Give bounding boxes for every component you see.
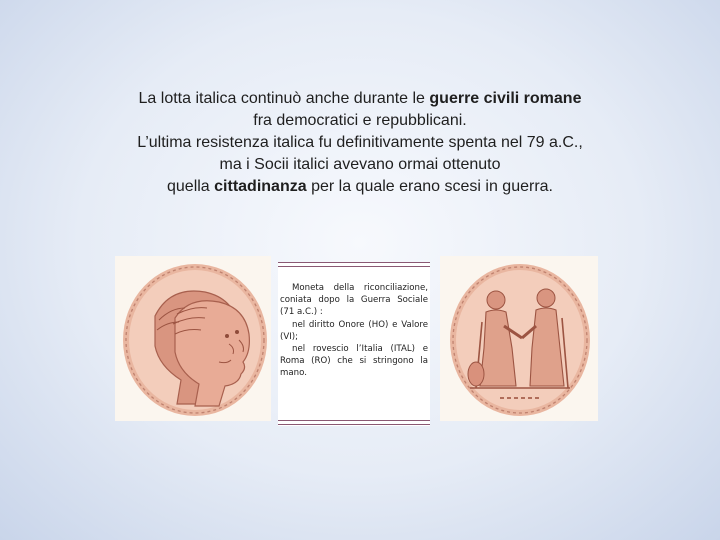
caption-divider-bottom (278, 420, 430, 425)
coin-caption-box (278, 262, 430, 426)
caption-divider-top (278, 262, 430, 267)
coin-reverse-image (440, 256, 598, 421)
text-line-2: fra democratici e repubblicani. (253, 112, 467, 129)
bold-guerre-civili: guerre civili romane (429, 90, 582, 107)
slide-text (60, 88, 660, 198)
bold-cittadinanza: cittadinanza (214, 178, 307, 195)
caption-title: Moneta della riconciliazione, coniata dopo la Guerra Sociale (71 a.C.) : (280, 283, 428, 318)
text-line-4: ma i Socii italici avevano ormai ottenuto (219, 156, 501, 173)
caption-text (280, 282, 428, 380)
caption-reverse: nel rovescio l’Italia (ITAL) e Roma (RO) che si stringono la mano. (280, 344, 428, 379)
text-line-3: L’ultima resistenza italica fu definitivamente spenta nel 79 a.C., (137, 134, 583, 151)
coin-reverse-figures-icon (440, 256, 598, 421)
coin-obverse-heads-icon (115, 256, 271, 421)
coin-obverse-image (115, 256, 271, 421)
text-line-1: La lotta italica continuò anche durante le guerre civili romane (138, 90, 582, 107)
text-line-5: quella cittadinanza per la quale erano scesi in guerra. (167, 178, 553, 195)
caption-obverse: nel diritto Onore (HO) e Valore (VI); (280, 319, 428, 342)
